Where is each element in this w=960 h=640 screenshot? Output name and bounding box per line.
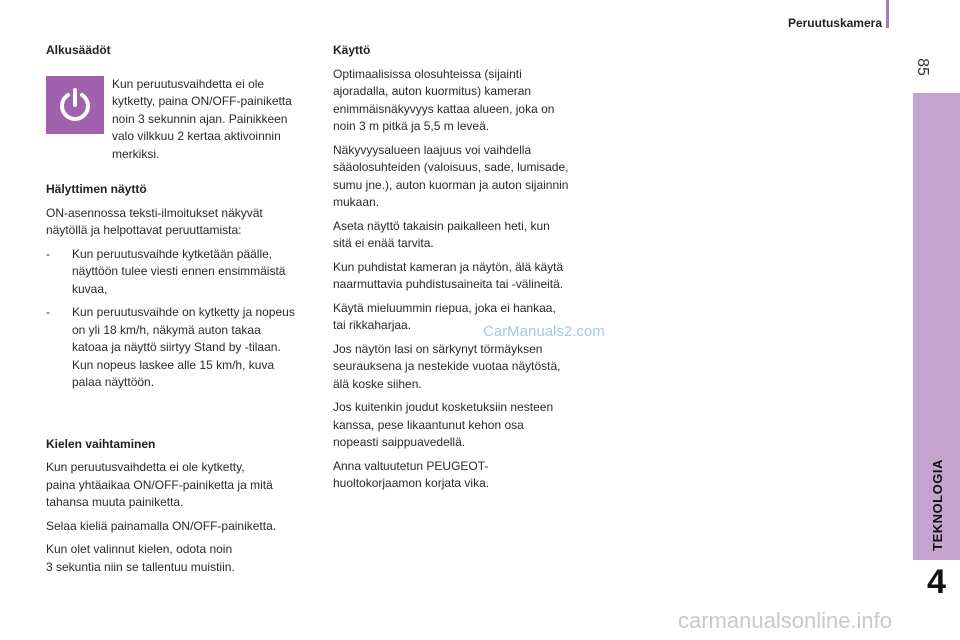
footer-watermark: carmanualsonline.info [678, 608, 893, 633]
list-item: - Kun peruutusvaihde on kytketty ja nopeus on yli 18 km/h, näkymä auton takaa katoaa ja näyttö siirtyy Stand by -tilaan. Kun nopeus laskee alle 15 km/h, kuva palaa näyttöön. [46, 304, 318, 392]
power-icon [46, 76, 104, 134]
header-rule [886, 0, 889, 28]
language-heading: Kielen vaihtaminen [46, 436, 156, 451]
language-paragraph: Kun peruutusvaihdetta ei ole kytketty, paina yhtäaikaa ON/OFF-painiketta ja mitä tahansa muuta painiketta. [46, 460, 273, 509]
usage-paragraph: Näkyvyysalueen laajuus voi vaihdella sääolosuhteiden (valoisuus, sade, lumisade, sumu jne.), auton kuorman ja auton sijainnin mukaan. [333, 142, 569, 209]
usage-paragraph: Jos näytön lasi on särkynyt törmäyksen seurauksena ja nestekide vuotaa näytöstä, älä koske siihen. [333, 341, 561, 391]
usage-paragraph: Käytä mieluummin riepua, joka ei hankaa, tai rikkaharjaa. [333, 300, 556, 332]
usage-paragraph: Jos kuitenkin joudut kosketuksiin nesteen kanssa, pese likaantunut kehon osa nopeasti saippuavedellä. [333, 400, 554, 449]
intro-text: Kun peruutusvaihdetta ei ole kytketty, paina ON/OFF-painiketta noin 3 sekunnin ajan. Painikkeen valo vilkkuu 2 kertaa aktivoinnin merkiksi. [112, 76, 292, 161]
page-header-title: Peruutuskamera [787, 16, 882, 30]
chapter-side-tab[interactable] [913, 93, 960, 560]
intro-block [46, 60, 318, 164]
list-item: - Kun peruutusvaihde kytketään päälle, näyttöön tulee viesti ennen ensimmäistä kuvaa, [46, 246, 318, 299]
display-intro: ON-asennossa teksti-ilmoitukset näkyvät näytöllä ja helpottavat peruuttamista: [46, 205, 263, 237]
display-bullets [46, 246, 318, 392]
usage-paragraph: Aseta näyttö takaisin paikalleen heti, kun sitä ei enää tarvita. [333, 218, 550, 250]
usage-heading: Käyttö [333, 43, 371, 57]
left-column [46, 42, 318, 582]
right-column [333, 42, 608, 499]
chapter-label-wrap [892, 459, 960, 551]
chapter-number: 4 [927, 563, 946, 601]
inline-watermark: CarManuals2.com [483, 323, 605, 340]
display-heading: Hälyttimen näyttö [46, 182, 147, 196]
language-paragraph: Kun olet valinnut kielen, odota noin 3 sekuntia niin se tallentuu muistiin. [46, 542, 235, 574]
page-number: 85 [914, 58, 931, 76]
chapter-label: TEKNOLOGIA [929, 459, 944, 551]
intro-heading: Alkusäädöt [46, 43, 111, 57]
usage-paragraph: Kun puhdistat kameran ja näytön, älä käytä naarmuttavia puhdistusaineita tai -välineitä. [333, 259, 564, 291]
language-paragraph: Selaa kieliä painamalla ON/OFF-painiketta. [46, 518, 277, 533]
usage-paragraph: Anna valtuutetun PEUGEOT- huoltokorjaamon korjata vika. [333, 458, 490, 490]
usage-paragraph: Optimaalisissa olosuhteissa (sijainti ajoradalla, auton kuormitus) kameran enimmäisnäkyvyys kattaa alueen, joka on noin 3 m pitkä ja 5,5 m leveä. [333, 66, 555, 133]
